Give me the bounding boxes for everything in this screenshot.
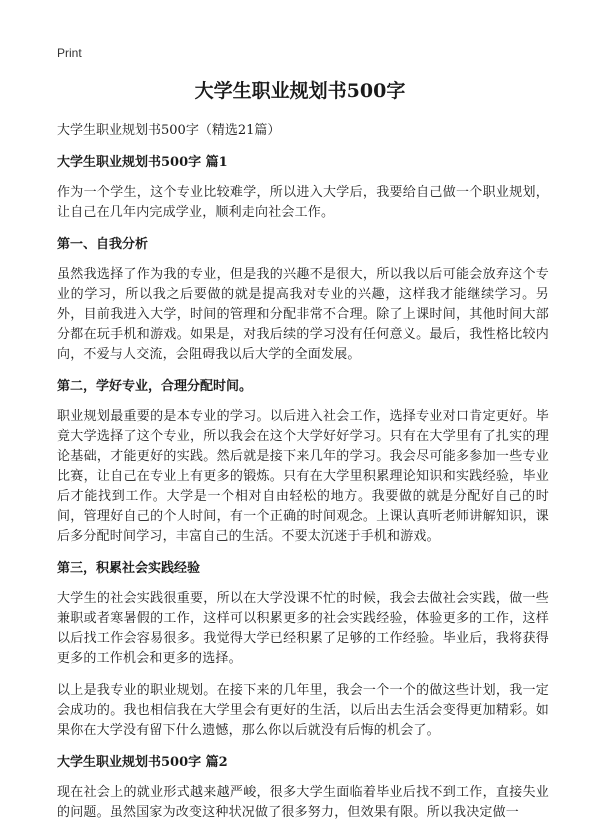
section-2-paragraph: 职业规划最重要的是本专业的学习。以后进入社会工作，选择专业对口肯定更好。毕竟大学选择了这个专业，所以我会在这个大学好好学习。只有在大学里有了扎实的理论基础，才能更好的实践。然后就是接下来几年的学习。我会尽可能多参加一些专业比赛，让自己在专业上有更多的锻炼。只有在大学里积累理论知识和实践经验，毕业后才能找到工作。大学是一个相对自由轻松的地方。我要做的就是分配好自己的时间，管理好自己的个人时间，有一个正确的时间观念。上课认真听老师讲解知识，课后多分配时间学习，丰富自己的生活。不要太沉迷于手机和游戏。 [57,409,549,544]
piece-2-paragraph: 现在社会上的就业形式越来越严峻，很多大学生面临着毕业后找不到工作，直接失业的问题。虽然国家为改变这种状况做了很多努力，但效果有限。所以我决定做一 [57,785,549,820]
article-body [57,121,549,828]
section-3-paragraph: 大学生的社会实践很重要，所以在大学没课不忙的时候，我会去做社会实践，做一些兼职或者寒暑假的工作，这样可以积累更多的社会实践经验，体验更多的工作，这样以后找工作会容易很多。我觉得大学已经积累了足够的工作经验。毕业后，我将获得更多的工作机会和更多的选择。 [57,591,549,666]
section-1-heading: 第一、自我分析 [57,237,149,252]
piece-1-heading: 大学生职业规划书500字 篇1 [57,155,228,170]
section-3-heading: 第三，积累社会实践经验 [57,561,201,576]
conclusion-paragraph: 以上是我专业的职业规划。在接下来的几年里，我会一个一个的做这些计划，我一定会成功的。我也相信我在大学里会有更好的生活，以后出去生活会变得更加精彩。如果你在大学没有留下什么遗憾，那么你以后就没有后悔的机会了。 [57,683,549,738]
piece-2-heading: 大学生职业规划书500字 篇2 [57,755,228,770]
intro-paragraph: 作为一个学生，这个专业比较难学，所以进入大学后，我要给自己做一个职业规划，让自己在几年内完成学业，顺利走向社会工作。 [57,185,549,220]
article-subtitle: 大学生职业规划书500字（精选21篇） [57,123,281,138]
section-1-paragraph: 虽然我选择了作为我的专业，但是我的兴趣不是很大，所以我以后可能会放弃这个专业的学习，所以我之后要做的就是提高我对专业的兴趣，这样我才能继续学习。另外，目前我进入大学，时间的管理和分配非常不合理。除了上课时间，其他时间大部分都在玩手机和游戏。如果是，对我后续的学习没有任何意义。最后，我性格比较内向，不爱与人交流，会阻碍我以后大学的全面发展。 [57,267,549,362]
section-2-heading: 第二，学好专业，合理分配时间。 [57,379,253,394]
print-link[interactable]: Print [57,46,82,60]
page-title: 大学生职业规划书500字 [194,80,406,102]
